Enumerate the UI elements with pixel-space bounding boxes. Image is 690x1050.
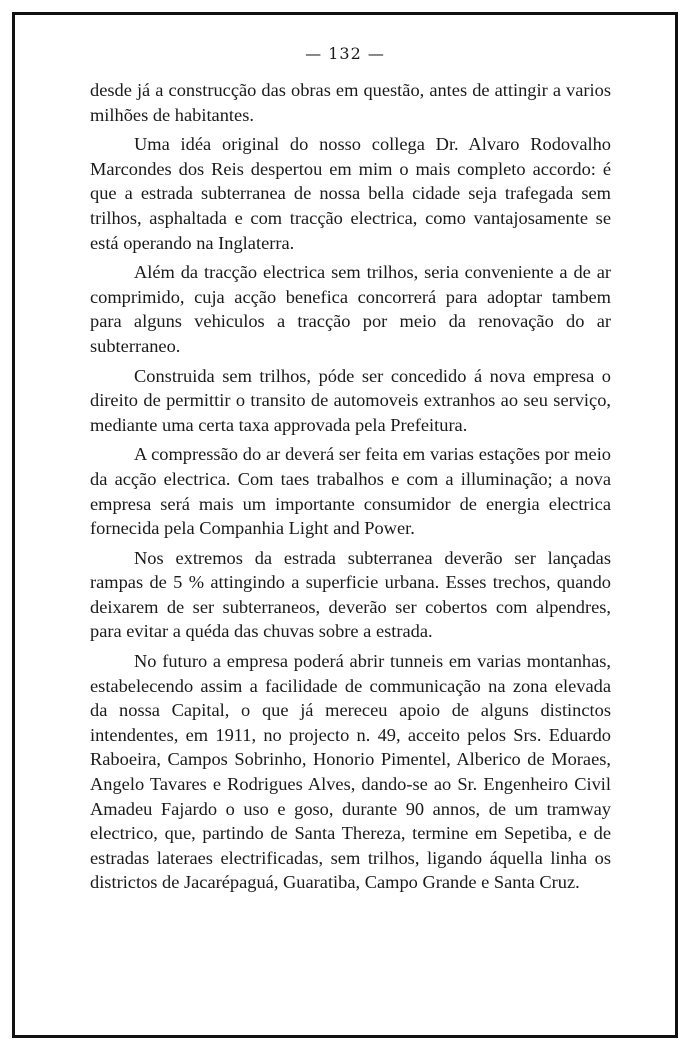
paragraph-continuation: desde já a construcção das obras em questão, antes de attingir a varios milhões de habitantes. (90, 80, 611, 125)
paragraph: Nos extremos da estrada subterranea deverão ser lançadas rampas de 5 % attingindo a superficie urbana. Esses trechos, quando deixarem de ser subterraneos, deverão ser cobertos com alpendres, para evitar a quéda das chuvas sobre a estrada. (90, 547, 611, 642)
paragraph: Uma idéa original do nosso collega Dr. Alvaro Rodovalho Marcondes dos Reis despertou em mim o mais completo accordo: é que a estrada subterranea de nossa bella cidade seja trafegada sem trilhos, asphaltada e com tracção electrica, como vantajosamente se está operando na Inglaterra. (90, 134, 611, 253)
paragraph: Construida sem trilhos, póde ser concedido á nova empresa o direito de permittir o transito de automoveis extranhos ao seu serviço, mediante uma certa taxa approvada pela Prefeitura. (90, 365, 611, 435)
page-number: — 132 — (305, 44, 385, 63)
paragraph: Além da tracção electrica sem trilhos, seria conveniente a de ar comprimido, cuja acção benefica concorrerá para adoptar tambem para alguns vehiculos a tracção por meio da renovação do ar subterraneo. (90, 262, 611, 356)
paragraph: A compressão do ar deverá ser feita em varias estações por meio da acção electrica. Com taes trabalhos e com a illuminação; a nova empresa será mais um importante consumidor de energia electrica fornecida pela Companhia Light and Power. (90, 444, 611, 539)
paragraph: No futuro a empresa poderá abrir tunneis em varias montanhas, estabelecendo assim a facilidade de communicação na zona elevada da nossa Capital, o que já mereceu apoio de alguns distinctos intendentes, em 1911, no projecto n. 49, acceito pelos Srs. Eduardo Raboeira, Campos Sobrinho, Honorio Pimentel, Alberico de Moraes, Angelo Tavares e Rodrigues Alves, dando-se ao Sr. Engenheiro Civil Amadeu Fajardo o uso e goso, durante 90 annos, de um tramway electrico, que, partindo de Santa Thereza, termine em Sepetiba, e de estradas lateraes electrificadas, sem trilhos, ligando áquella linha os districtos de Jacarépaguá, Guaratiba, Campo Grande e Santa Cruz. (90, 651, 611, 893)
page-frame (12, 12, 678, 1038)
text-body (90, 78, 611, 900)
